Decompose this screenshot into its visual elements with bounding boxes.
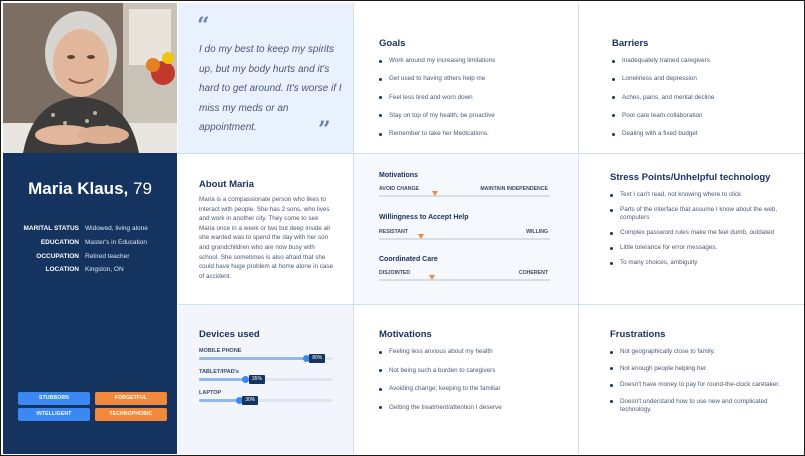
info-key: MARITAL STATUS xyxy=(23,225,79,232)
device-usage-percent: 35% xyxy=(249,375,265,384)
scale-right-label: WILLING xyxy=(526,229,548,235)
info-key: EDUCATION xyxy=(40,239,79,246)
list-item: Poor care team collaboration xyxy=(612,112,714,120)
open-quote-icon: “ xyxy=(197,13,210,39)
list-item: Not enough people helping her. xyxy=(610,365,780,373)
quote-text: I do my best to keep my spirits up, but my body hurts and it's hard to get around. It's worse if I miss my meds or an appointment. xyxy=(199,44,342,133)
info-value: Retired teacher xyxy=(85,253,130,260)
frustrations-title: Frustrations xyxy=(610,329,666,340)
info-key: OCCUPATION xyxy=(36,253,79,260)
goals-title: Goals xyxy=(379,38,406,49)
list-item: Doesn't understand how to use new and complicated technology. xyxy=(610,398,780,414)
divider xyxy=(353,3,354,454)
persona-photo xyxy=(3,3,177,153)
stress-list xyxy=(610,191,780,267)
device-usage-percent: 30% xyxy=(242,396,258,405)
goals-list xyxy=(379,57,495,138)
info-value: Widowed, living alone xyxy=(85,225,148,232)
divider xyxy=(178,304,804,305)
divider xyxy=(178,153,804,154)
list-item: Doesn't have money to pay for round-the-clock caretaker. xyxy=(610,381,780,389)
tag-stubborn: STUBBORN xyxy=(18,392,90,405)
device-usage-bar xyxy=(199,357,333,360)
scale-right-label: MAINTAIN INDEPENDENCE xyxy=(480,186,548,192)
scale-right-label: COHERENT xyxy=(518,270,548,276)
list-item: To many choices, ambiguity xyxy=(610,259,780,267)
info-value: Master's in Education xyxy=(85,239,147,246)
tag-intelligent: INTELLIGENT xyxy=(18,408,90,421)
persona-first-name: Maria Klaus, xyxy=(28,179,129,198)
device-usage-fill xyxy=(199,378,246,381)
scale-track xyxy=(379,238,550,240)
motivations-title: Motivations xyxy=(379,329,432,340)
about-title: About Maria xyxy=(199,179,254,190)
devices-title: Devices used xyxy=(199,329,260,340)
scale-track xyxy=(379,279,550,281)
device-label: LAPTOP xyxy=(199,390,222,396)
list-item: Work around my increasing limitations xyxy=(379,57,495,65)
list-item: Little tolerance for error messages. xyxy=(610,244,780,252)
scale-title: Coordinated Care xyxy=(379,256,438,263)
info-key: LOCATION xyxy=(45,266,79,273)
list-item: Remember to take her Medications. xyxy=(379,130,495,138)
device-label: MOBILE PHONE xyxy=(199,348,242,354)
scale-marker-icon xyxy=(432,191,438,196)
scale-left-label: AVOID CHANGE xyxy=(379,186,419,192)
close-quote-icon: ” xyxy=(318,117,331,143)
persona-name xyxy=(3,179,177,199)
list-item: Parts of the interface that assume I know about the web, computers xyxy=(610,206,780,222)
tag-forgetful: FORGETFUL xyxy=(95,392,167,405)
info-value: Kingston, ON xyxy=(85,266,124,273)
device-label: TABLET/IPAD's xyxy=(199,369,239,375)
barriers-title: Barriers xyxy=(612,38,649,49)
tag-technophobic: TECHNOPHOBIC xyxy=(95,408,167,421)
scale-track xyxy=(379,195,550,197)
divider xyxy=(578,3,579,454)
scale-title: Willingness to Accept Help xyxy=(379,214,469,221)
list-item: Feel less tired and worn down xyxy=(379,94,495,102)
frustrations-list xyxy=(610,348,780,414)
list-item: Complex password rules make me feel dumb, outdated xyxy=(610,229,780,237)
barriers-list xyxy=(612,57,714,138)
device-usage-percent: 80% xyxy=(309,354,325,363)
profile-panel xyxy=(3,153,177,454)
list-item: Feeling less anxious about my health xyxy=(379,348,502,356)
list-item: Stay on top of my health; be proactive xyxy=(379,112,495,120)
scale-left-label: RESISTANT xyxy=(379,229,409,235)
list-item: Inadequately trained caregivers xyxy=(612,57,714,65)
list-item: Avoiding change; keeping to the familiar xyxy=(379,385,502,393)
list-item: Get used to having others help me xyxy=(379,75,495,83)
scale-marker-icon xyxy=(429,275,435,280)
list-item: Text I can't read, not knowing where to click xyxy=(610,191,780,199)
stress-title: Stress Points/Unhelpful technology xyxy=(610,172,771,183)
device-usage-bar xyxy=(199,378,333,381)
list-item: Loneliness and depression xyxy=(612,75,714,83)
scale-marker-icon xyxy=(418,234,424,239)
persona-age: 79 xyxy=(132,179,152,198)
list-item: Dealing with a fixed budget xyxy=(612,130,714,138)
device-usage-bar xyxy=(199,399,333,402)
list-item: Not geographically close to family. xyxy=(610,348,780,356)
list-item: Not being such a burden to caregivers xyxy=(379,367,502,375)
quote-box xyxy=(178,3,353,153)
device-usage-fill xyxy=(199,357,306,360)
list-item: Aches, pains, and mental decline xyxy=(612,94,714,102)
device-usage-fill xyxy=(199,399,239,402)
list-item: Getting the treatment/attention I deserve xyxy=(379,404,502,412)
scale-title: Motivations xyxy=(379,172,418,179)
motivations-list xyxy=(379,348,502,412)
scale-left-label: DISJOINTED xyxy=(379,270,411,276)
about-text: Maria is a compassionate person who likes to interact with people. She has 2 sons, who lives and work in another city. They come to see Maria once in a week or two but deep inside all she wanted was to spend the day with her son and grandchildren who are now busy with school. She sometimes is also afraid that she could have huge problem at home alone in case of accident. xyxy=(199,196,334,280)
